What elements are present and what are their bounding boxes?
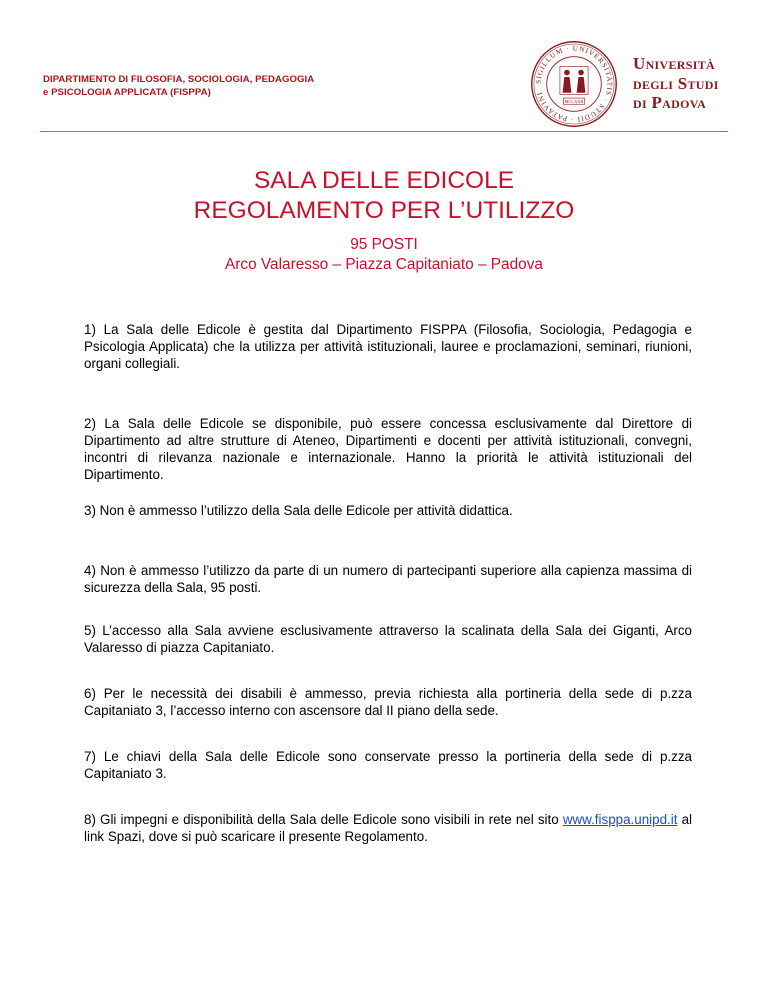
university-line-3: di Padova <box>633 93 707 112</box>
department-line-2: e PSICOLOGIA APPLICATA (FISPPA) <box>43 87 211 98</box>
document-title <box>0 166 768 226</box>
rule-8-suffix: al link Spazi, dove si può scaricare il presente Regolamento. <box>84 812 692 844</box>
rule-1: 1) La Sala delle Edicole è gestita dal Dipartimento FISPPA (Filosofia, Sociologia, Pedagogia e Psicologia Applicata) che la utilizza per attività istituzionali, lauree e proclamazioni, seminari, riunioni, organi collegiali. <box>84 322 692 371</box>
rule-2: 2) La Sala delle Edicole se disponibile, può essere concessa esclusivamente dal Direttore di Dipartimento ad altre strutture di Ateneo, Dipartimenti e docenti per attività istituzionali, convegni, incontri di rilevanza nazionale e internazionale. Hanno la priorità le attività istituzionali del Dipartimento. <box>84 416 692 482</box>
university-line-1: Università <box>633 54 715 73</box>
rule-8-prefix: 8) Gli impegni e disponibilità della Sala delle Edicole sono visibili in rete nel sito <box>84 812 563 827</box>
title-line-1: SALA DELLE EDICOLE <box>253 167 515 194</box>
address-label: Arco Valaresso – Piazza Capitaniato – Padova <box>225 255 543 273</box>
rule-6: 6) Per le necessità dei disabili è ammesso, previa richiesta alla portineria della sede di p.zza Capitaniato 3, l’accesso interno con ascensore dal II piano della sede. <box>84 686 692 718</box>
fisppa-website-link[interactable]: www.fisppa.unipd.it <box>562 812 678 827</box>
rule-4: 4) Non è ammesso l’utilizzo da parte di un numero di partecipanti superiore alla capienza massima di sicurezza della Sala, 95 posti. <box>84 563 692 595</box>
seal-text: SIGILLUM · UNIVERSITATIS · STUDII · PATAVINI <box>534 44 614 124</box>
rule-8 <box>84 811 692 845</box>
seal-year: MCCXXII <box>564 99 584 105</box>
header-divider <box>40 131 728 132</box>
rule-3: 3) Non è ammesso l’utilizzo della Sala delle Edicole per attività didattica. <box>84 503 513 518</box>
department-name <box>43 73 314 99</box>
title-line-2: REGOLAMENTO PER L’UTILIZZO <box>193 197 575 224</box>
university-name <box>633 54 719 113</box>
university-seal-logo <box>530 40 618 128</box>
rule-7: 7) Le chiavi della Sala delle Edicole sono conservate presso la portineria della sede di p.zza Capitaniato 3. <box>84 749 692 781</box>
university-line-2: degli Studi <box>633 73 719 93</box>
department-line-1: DIPARTIMENTO DI FILOSOFIA, SOCIOLOGIA, PEDAGOGIA <box>43 74 315 85</box>
rule-5: 5) L’accesso alla Sala avviene esclusivamente attraverso la scalinata della Sala dei Giganti, Arco Valaresso di piazza Capitaniato. <box>84 623 692 655</box>
document-subtitle <box>0 235 768 274</box>
capacity-label: 95 POSTI <box>350 236 418 253</box>
